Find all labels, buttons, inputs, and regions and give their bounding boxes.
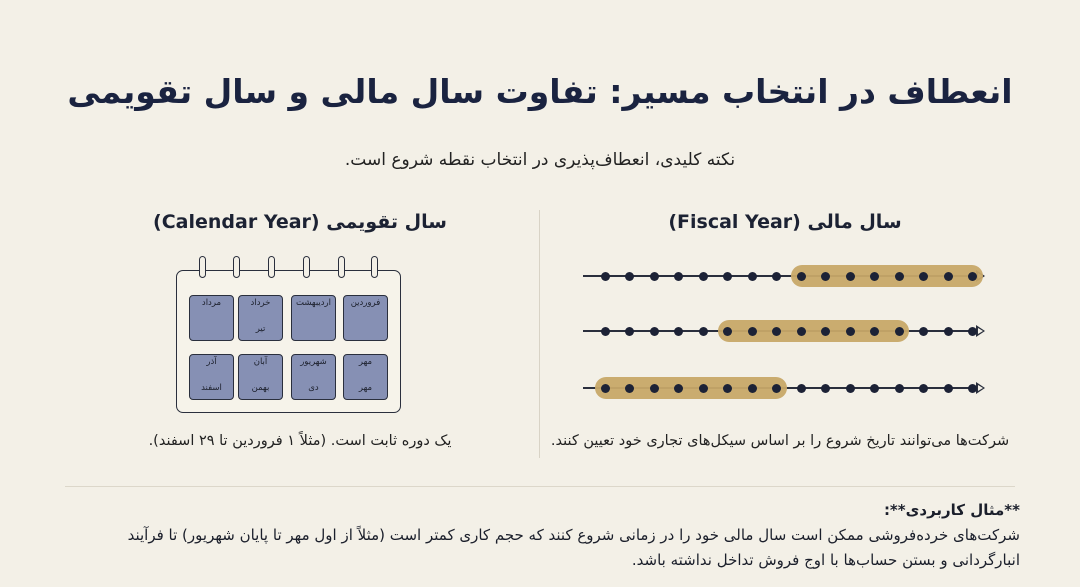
- calendar-ring-icon: [338, 256, 345, 278]
- month-label: خرداد: [250, 298, 271, 308]
- calendar-ring-icon: [199, 256, 206, 278]
- calendar-year-caption: یک دوره ثابت است. (مثلاً ۱ فروردین تا ۲۹ اسفند).: [148, 433, 452, 449]
- timeline-dot: [895, 327, 904, 336]
- timeline-dot: [601, 272, 610, 281]
- fiscal-year-caption: شرکت‌ها می‌توانند تاریخ شروع را بر اساس سیکل‌های تجاری خود تعیین کنند.: [550, 433, 1010, 449]
- arrow-inner: [978, 385, 983, 391]
- section-divider: [65, 486, 1015, 487]
- timeline-dot: [748, 327, 757, 336]
- timeline-3: [583, 378, 985, 398]
- month-label: مهر: [358, 357, 373, 367]
- timeline-dot: [846, 327, 855, 336]
- timeline-dot: [674, 384, 683, 393]
- column-divider: [539, 210, 540, 458]
- timeline-dot: [919, 272, 928, 281]
- timeline-dot: [601, 327, 610, 336]
- timeline-dot: [674, 327, 683, 336]
- timeline-dot: [650, 327, 659, 336]
- month-label: بهمن: [251, 383, 270, 393]
- calendar-cell: [189, 295, 234, 341]
- example-title: **مثال کاربردی**:: [883, 501, 1020, 519]
- example-section: [60, 498, 1020, 573]
- timeline-dot: [944, 384, 953, 393]
- calendar-icon: [176, 270, 401, 413]
- timeline-dot: [625, 272, 634, 281]
- example-text-line: شرکت‌های خرده‌فروشی ممکن است سال مالی خود را در زمانی شروع کنند که حجم کاری کمتر است (مثلاً از اول مهر تا پایان شهریور) تا فرآیند: [127, 526, 1020, 544]
- timeline-dot: [625, 384, 634, 393]
- calendar-ring-icon: [268, 256, 275, 278]
- month-label: دی: [308, 383, 319, 393]
- timeline-dot: [944, 272, 953, 281]
- calendar-ring-icon: [371, 256, 378, 278]
- month-label: آذر: [206, 357, 217, 367]
- timeline-dot: [846, 384, 855, 393]
- timeline-dot: [968, 327, 977, 336]
- timeline-dot: [821, 384, 830, 393]
- calendar-cell: [343, 295, 388, 341]
- timeline-dot: [968, 384, 977, 393]
- calendar-cell: [238, 354, 283, 400]
- timeline-1: [583, 266, 985, 286]
- fiscal-period-highlight: [718, 320, 910, 342]
- month-label: فروردین: [350, 298, 381, 308]
- timeline-dot: [674, 272, 683, 281]
- timeline-dot: [601, 384, 610, 393]
- calendar-ring-icon: [233, 256, 240, 278]
- month-label: مهر: [358, 383, 373, 393]
- timeline-dot: [772, 327, 781, 336]
- timeline-dot: [797, 272, 806, 281]
- timeline-dot: [772, 384, 781, 393]
- timeline-dot: [895, 272, 904, 281]
- calendar-ring-icon: [303, 256, 310, 278]
- timeline-dot: [797, 327, 806, 336]
- timeline-dot: [723, 327, 732, 336]
- timeline-dot: [625, 327, 634, 336]
- timeline-dot: [919, 384, 928, 393]
- calendar-cell: [238, 295, 283, 341]
- timeline-dot: [870, 327, 879, 336]
- month-label: اسفند: [201, 383, 222, 393]
- timeline-dot: [650, 384, 659, 393]
- calendar-year-heading: سال تقویمی (Calendar Year): [153, 211, 447, 233]
- page-title: انعطاف در انتخاب مسیر: تفاوت سال مالی و سال تقویمی: [67, 72, 1013, 111]
- timeline-dot: [772, 272, 781, 281]
- timeline-dot: [699, 327, 708, 336]
- calendar-cell: [189, 354, 234, 400]
- calendar-cell: [291, 295, 336, 341]
- timeline-dot: [968, 272, 977, 281]
- timeline-dot: [821, 327, 830, 336]
- arrow-inner: [978, 328, 983, 334]
- timeline-dot: [699, 272, 708, 281]
- subtitle: نکته کلیدی، انعطاف‌پذیری در انتخاب نقطه شروع است.: [344, 150, 736, 170]
- timeline-dot: [895, 384, 904, 393]
- month-label: اردیبهشت: [295, 298, 332, 308]
- timeline-dot: [748, 272, 757, 281]
- timeline-dot: [870, 272, 879, 281]
- month-label: آبان: [253, 357, 268, 367]
- calendar-cell: [343, 354, 388, 400]
- timeline-2: [583, 321, 985, 341]
- month-label: تیر: [255, 324, 266, 334]
- timeline-dot: [797, 384, 806, 393]
- calendar-cell: [291, 354, 336, 400]
- timeline-dot: [870, 384, 879, 393]
- timeline-dot: [748, 384, 757, 393]
- fiscal-year-heading: سال مالی (Fiscal Year): [668, 211, 902, 233]
- timeline-dot: [846, 272, 855, 281]
- timeline-dot: [919, 327, 928, 336]
- timeline-dot: [944, 327, 953, 336]
- timeline-dot: [723, 272, 732, 281]
- timeline-dot: [650, 272, 659, 281]
- fiscal-period-highlight: [595, 377, 787, 399]
- timeline-dot: [699, 384, 708, 393]
- month-label: شهریور: [300, 357, 327, 367]
- fiscal-period-highlight: [791, 265, 983, 287]
- timeline-dot: [723, 384, 732, 393]
- timeline-dot: [821, 272, 830, 281]
- example-text-line: انبارگردانی و بستن حساب‌ها با اوج فروش تداخل نداشته باشد.: [631, 551, 1020, 569]
- month-label: مرداد: [201, 298, 222, 308]
